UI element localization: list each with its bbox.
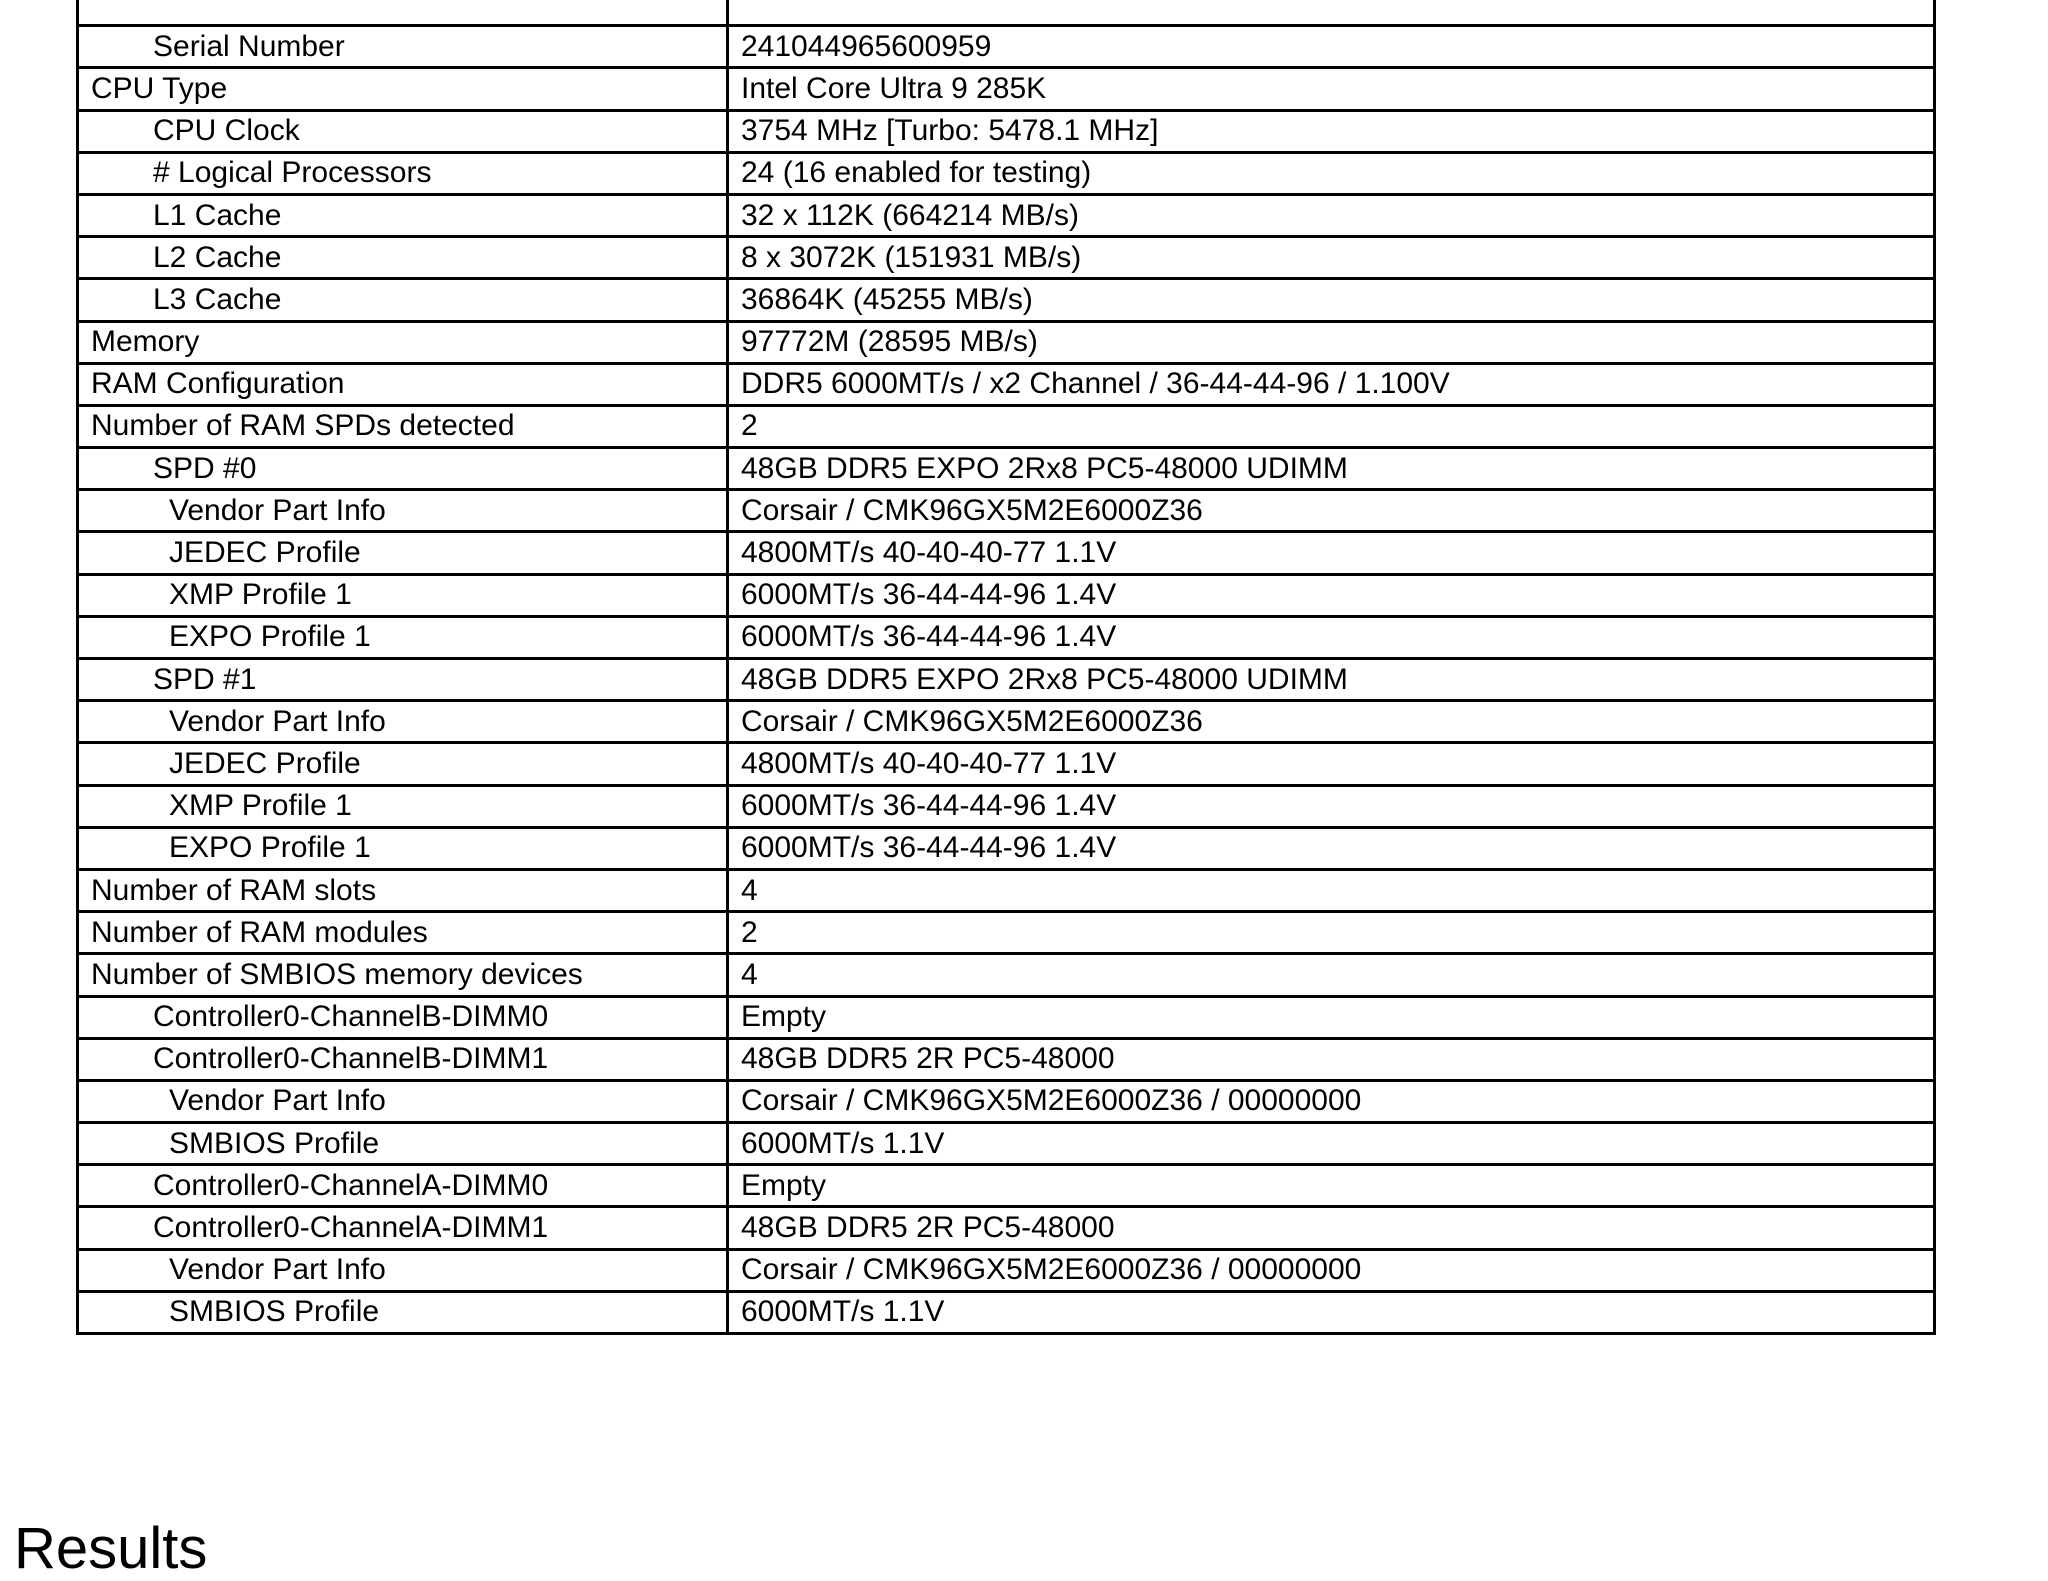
table-row [78, 1207, 1935, 1249]
row-label: CPU Clock [78, 110, 728, 152]
row-label: EXPO Profile 1 [78, 827, 728, 869]
row-label: Controller0-ChannelA-DIMM1 [78, 1207, 728, 1249]
row-value: 3754 MHz [Turbo: 5478.1 MHz] [728, 110, 1935, 152]
table-row [78, 194, 1935, 236]
row-label: Vendor Part Info [78, 1249, 728, 1291]
table-row [78, 1249, 1935, 1291]
row-value: Empty [728, 1165, 1935, 1207]
row-value: 8 x 3072K (151931 MB/s) [728, 237, 1935, 279]
row-value: 6000MT/s 1.1V [728, 1123, 1935, 1165]
row-label: Controller0-ChannelA-DIMM0 [78, 1165, 728, 1207]
table-row [78, 701, 1935, 743]
row-value: 6000MT/s 36-44-44-96 1.4V [728, 785, 1935, 827]
row-value: 6000MT/s 36-44-44-96 1.4V [728, 827, 1935, 869]
table-row [78, 1165, 1935, 1207]
row-label: L3 Cache [78, 279, 728, 321]
row-label: SMBIOS Profile [78, 1291, 728, 1333]
results-section-heading: Results [14, 1516, 208, 1581]
row-value: 24 (16 enabled for testing) [728, 152, 1935, 194]
row-value: 6000MT/s 36-44-44-96 1.4V [728, 616, 1935, 658]
row-value: Intel Core Ultra 9 285K [728, 68, 1935, 110]
row-label: Number of RAM SPDs detected [78, 405, 728, 447]
table-row [78, 912, 1935, 954]
row-label: CPU Type [78, 68, 728, 110]
row-label: Vendor Part Info [78, 1080, 728, 1122]
row-value: Corsair / CMK96GX5M2E6000Z36 [728, 490, 1935, 532]
row-label: EXPO Profile 1 [78, 616, 728, 658]
row-value: Corsair / CMK96GX5M2E6000Z36 [728, 701, 1935, 743]
row-value: 48GB DDR5 2R PC5-48000 [728, 1038, 1935, 1080]
row-value: 241044965600959 [728, 26, 1935, 68]
row-label: Number of RAM slots [78, 869, 728, 911]
table-row [78, 152, 1935, 194]
row-label: Vendor Part Info [78, 701, 728, 743]
table-row [78, 68, 1935, 110]
row-value: 48GB DDR5 EXPO 2Rx8 PC5-48000 UDIMM [728, 448, 1935, 490]
table-row [78, 1123, 1935, 1165]
row-value: 48GB DDR5 2R PC5-48000 [728, 1207, 1935, 1249]
row-value: Empty [728, 996, 1935, 1038]
row-value: 97772M (28595 MB/s) [728, 321, 1935, 363]
row-label [78, 0, 728, 26]
row-label: SMBIOS Profile [78, 1123, 728, 1165]
row-value: 6000MT/s 1.1V [728, 1291, 1935, 1333]
table-row [78, 490, 1935, 532]
row-value: 6000MT/s 36-44-44-96 1.4V [728, 574, 1935, 616]
system-info-table-body [78, 0, 1935, 1334]
row-label: Number of RAM modules [78, 912, 728, 954]
table-row [78, 532, 1935, 574]
row-label: SPD #1 [78, 659, 728, 701]
table-row [78, 785, 1935, 827]
table-row [78, 954, 1935, 996]
row-label: Serial Number [78, 26, 728, 68]
row-label: Vendor Part Info [78, 490, 728, 532]
row-value: 4 [728, 954, 1935, 996]
row-value: 32 x 112K (664214 MB/s) [728, 194, 1935, 236]
table-row [78, 448, 1935, 490]
table-row [78, 0, 1935, 26]
row-value: 4800MT/s 40-40-40-77 1.1V [728, 532, 1935, 574]
row-value: Corsair / CMK96GX5M2E6000Z36 / 00000000 [728, 1080, 1935, 1122]
row-label: XMP Profile 1 [78, 785, 728, 827]
table-row [78, 363, 1935, 405]
row-label: L2 Cache [78, 237, 728, 279]
row-label: L1 Cache [78, 194, 728, 236]
table-row [78, 321, 1935, 363]
row-label: JEDEC Profile [78, 743, 728, 785]
row-value: 4800MT/s 40-40-40-77 1.1V [728, 743, 1935, 785]
row-value: DDR5 6000MT/s / x2 Channel / 36-44-44-96 / 1.100V [728, 363, 1935, 405]
row-label: RAM Configuration [78, 363, 728, 405]
row-value: 2 [728, 405, 1935, 447]
table-row [78, 1291, 1935, 1333]
system-info-table [76, 0, 1936, 1335]
row-value [728, 0, 1935, 26]
row-value: 4 [728, 869, 1935, 911]
row-label: JEDEC Profile [78, 532, 728, 574]
row-value: 2 [728, 912, 1935, 954]
table-row [78, 1038, 1935, 1080]
table-row [78, 743, 1935, 785]
row-value: Corsair / CMK96GX5M2E6000Z36 / 00000000 [728, 1249, 1935, 1291]
table-row [78, 659, 1935, 701]
row-value: 48GB DDR5 EXPO 2Rx8 PC5-48000 UDIMM [728, 659, 1935, 701]
row-label: SPD #0 [78, 448, 728, 490]
row-label: Memory [78, 321, 728, 363]
table-row [78, 237, 1935, 279]
row-label: # Logical Processors [78, 152, 728, 194]
row-label: Controller0-ChannelB-DIMM1 [78, 1038, 728, 1080]
table-row [78, 996, 1935, 1038]
table-row [78, 26, 1935, 68]
table-row [78, 110, 1935, 152]
table-row [78, 616, 1935, 658]
table-row [78, 279, 1935, 321]
table-row [78, 405, 1935, 447]
row-label: Number of SMBIOS memory devices [78, 954, 728, 996]
table-row [78, 827, 1935, 869]
table-row [78, 574, 1935, 616]
table-row [78, 869, 1935, 911]
row-label: XMP Profile 1 [78, 574, 728, 616]
table-row [78, 1080, 1935, 1122]
row-label: Controller0-ChannelB-DIMM0 [78, 996, 728, 1038]
row-value: 36864K (45255 MB/s) [728, 279, 1935, 321]
